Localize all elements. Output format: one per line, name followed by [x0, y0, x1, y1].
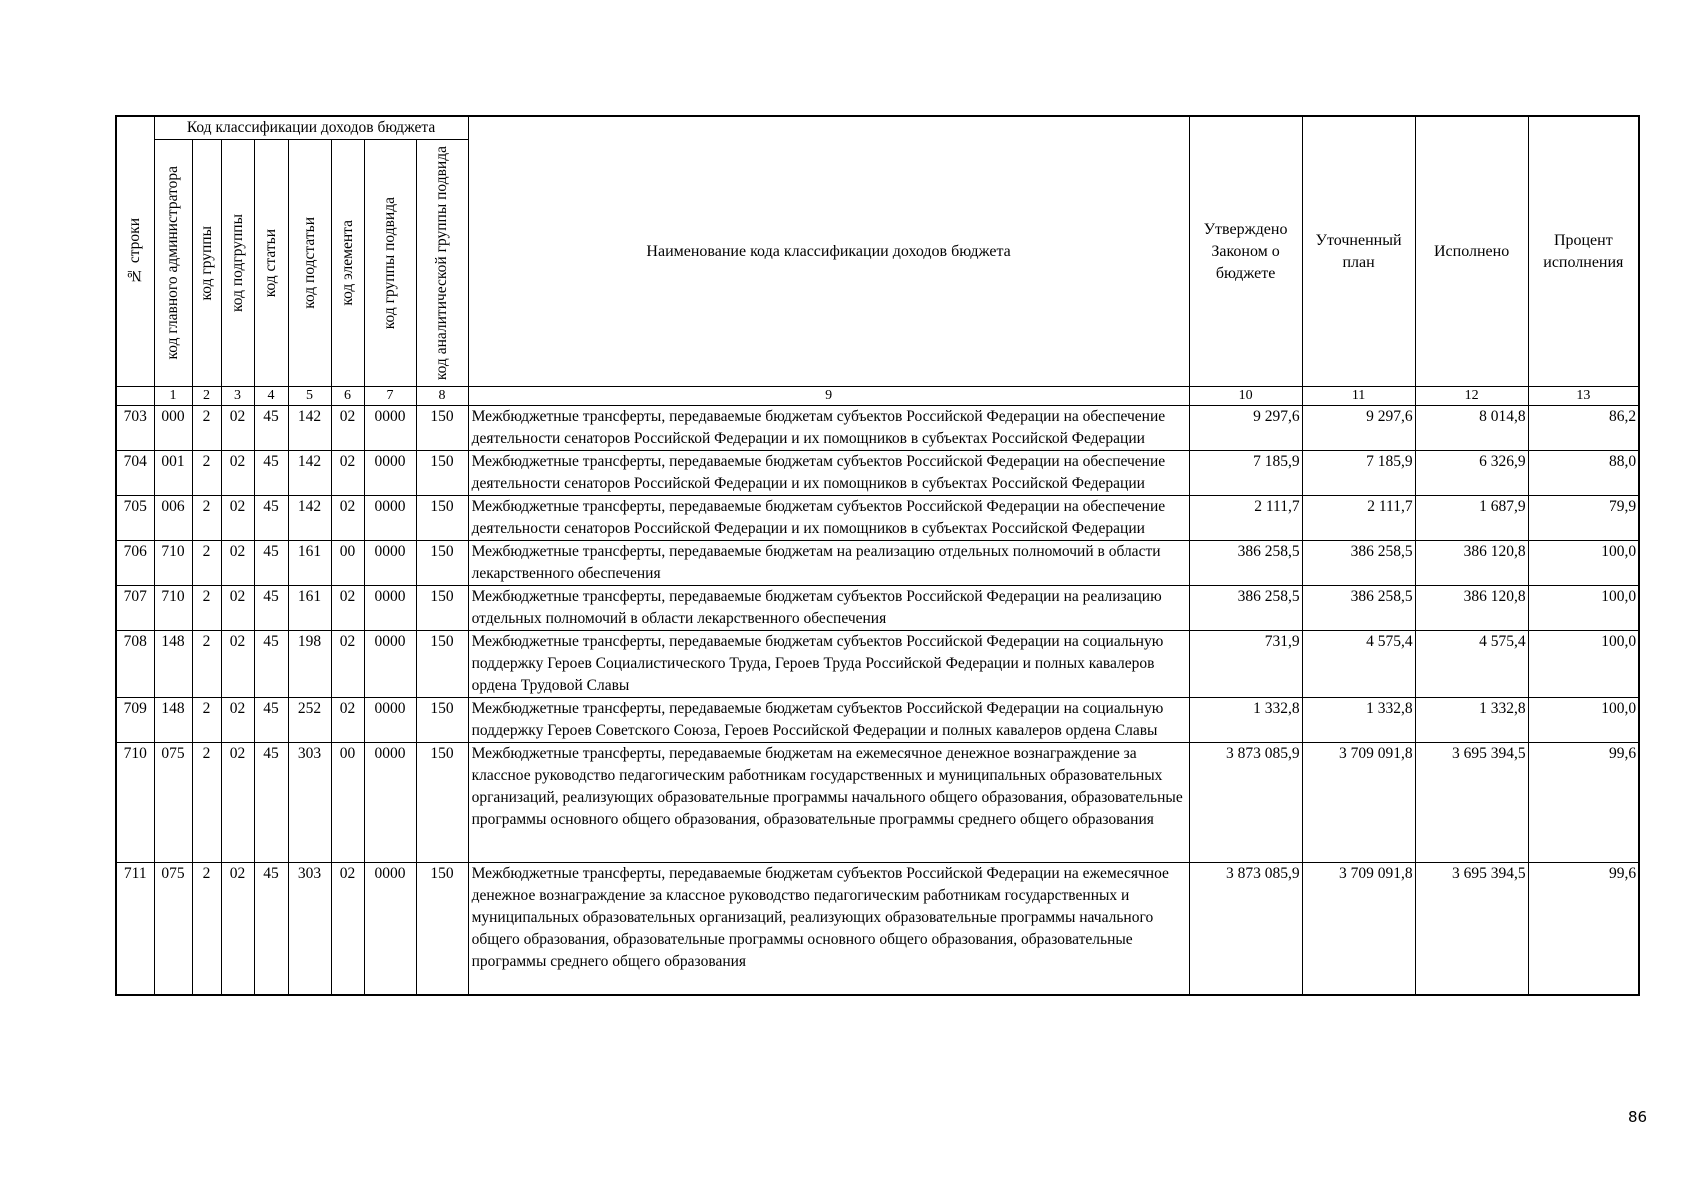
cell-refined: 3 709 091,8 [1302, 863, 1415, 995]
cell-subarticle-code: 303 [288, 743, 331, 863]
column-numbers-row [116, 387, 1639, 406]
cell-percent: 86,2 [1528, 406, 1639, 451]
cell-approved: 1 332,8 [1189, 698, 1302, 743]
cell-name: Межбюджетные трансферты, передаваемые бюджетам субъектов Российской Федерации на социальную поддержку Героев Советского Союза, Героев Российской Федерации и полных кавалеров ордена Славы [468, 698, 1189, 743]
cell-subarticle-code: 161 [288, 541, 331, 586]
cell-approved: 3 873 085,9 [1189, 863, 1302, 995]
cell-percent: 99,6 [1528, 743, 1639, 863]
cell-approved: 7 185,9 [1189, 451, 1302, 496]
cell-refined: 386 258,5 [1302, 541, 1415, 586]
cell-subarticle-code: 252 [288, 698, 331, 743]
cell-group-code: 2 [192, 743, 221, 863]
column-number: 1 [154, 387, 192, 406]
cell-admin-code: 710 [154, 541, 192, 586]
cell-subgroup-code: 02 [221, 863, 254, 995]
cell-row-no: 705 [116, 496, 154, 541]
cell-subarticle-code: 198 [288, 631, 331, 698]
cell-executed: 386 120,8 [1415, 586, 1528, 631]
cell-percent: 99,6 [1528, 863, 1639, 995]
cell-refined: 1 332,8 [1302, 698, 1415, 743]
cell-analytic-group-code: 150 [416, 586, 468, 631]
header-approved: Утверждено Законом о бюджете [1189, 116, 1302, 387]
cell-subgroup-code: 02 [221, 631, 254, 698]
cell-subarticle-code: 303 [288, 863, 331, 995]
cell-subgroup-code: 02 [221, 743, 254, 863]
cell-row-no: 703 [116, 406, 154, 451]
cell-executed: 386 120,8 [1415, 541, 1528, 586]
table-row [116, 631, 1639, 698]
table-row [116, 743, 1639, 863]
cell-percent: 88,0 [1528, 451, 1639, 496]
cell-approved: 386 258,5 [1189, 541, 1302, 586]
cell-executed: 1 332,8 [1415, 698, 1528, 743]
cell-name: Межбюджетные трансферты, передаваемые бюджетам субъектов Российской Федерации на обеспечение деятельности сенаторов Российской Федерации и их помощников в субъектах Российской Федерации [468, 406, 1189, 451]
cell-refined: 2 111,7 [1302, 496, 1415, 541]
cell-subtype-group-code: 0000 [364, 743, 416, 863]
cell-subtype-group-code: 0000 [364, 541, 416, 586]
cell-refined: 7 185,9 [1302, 451, 1415, 496]
header-subarticle-code: код подстатьи [288, 140, 331, 387]
table-row [116, 698, 1639, 743]
cell-article-code: 45 [254, 451, 288, 496]
column-number: 10 [1189, 387, 1302, 406]
cell-name: Межбюджетные трансферты, передаваемые бюджетам субъектов Российской Федерации на обеспечение деятельности сенаторов Российской Федерации и их помощников в субъектах Российской Федерации [468, 496, 1189, 541]
cell-analytic-group-code: 150 [416, 451, 468, 496]
cell-article-code: 45 [254, 496, 288, 541]
cell-admin-code: 075 [154, 863, 192, 995]
column-number: 12 [1415, 387, 1528, 406]
cell-row-no: 710 [116, 743, 154, 863]
cell-row-no: 709 [116, 698, 154, 743]
cell-admin-code: 000 [154, 406, 192, 451]
cell-refined: 9 297,6 [1302, 406, 1415, 451]
cell-subarticle-code: 142 [288, 496, 331, 541]
cell-refined: 4 575,4 [1302, 631, 1415, 698]
cell-admin-code: 075 [154, 743, 192, 863]
column-number: 13 [1528, 387, 1639, 406]
cell-article-code: 45 [254, 863, 288, 995]
cell-subtype-group-code: 0000 [364, 496, 416, 541]
cell-group-code: 2 [192, 586, 221, 631]
cell-element-code: 02 [331, 496, 364, 541]
cell-element-code: 02 [331, 863, 364, 995]
cell-admin-code: 710 [154, 586, 192, 631]
cell-group-code: 2 [192, 496, 221, 541]
cell-analytic-group-code: 150 [416, 496, 468, 541]
header-classification-group: Код классификации доходов бюджета [154, 116, 468, 140]
cell-approved: 386 258,5 [1189, 586, 1302, 631]
cell-subtype-group-code: 0000 [364, 586, 416, 631]
column-number: 8 [416, 387, 468, 406]
cell-name: Межбюджетные трансферты, передаваемые бюджетам на реализацию отдельных полномочий в области лекарственного обеспечения [468, 541, 1189, 586]
cell-analytic-group-code: 150 [416, 698, 468, 743]
cell-row-no: 708 [116, 631, 154, 698]
cell-percent: 100,0 [1528, 541, 1639, 586]
cell-executed: 1 687,9 [1415, 496, 1528, 541]
cell-executed: 4 575,4 [1415, 631, 1528, 698]
cell-article-code: 45 [254, 541, 288, 586]
cell-article-code: 45 [254, 631, 288, 698]
cell-executed: 6 326,9 [1415, 451, 1528, 496]
cell-percent: 79,9 [1528, 496, 1639, 541]
cell-admin-code: 001 [154, 451, 192, 496]
cell-analytic-group-code: 150 [416, 863, 468, 995]
cell-row-no: 704 [116, 451, 154, 496]
cell-admin-code: 148 [154, 631, 192, 698]
cell-element-code: 02 [331, 631, 364, 698]
cell-group-code: 2 [192, 631, 221, 698]
budget-revenue-table [115, 115, 1640, 996]
cell-subtype-group-code: 0000 [364, 631, 416, 698]
cell-subtype-group-code: 0000 [364, 698, 416, 743]
column-number: 9 [468, 387, 1189, 406]
cell-analytic-group-code: 150 [416, 631, 468, 698]
cell-approved: 3 873 085,9 [1189, 743, 1302, 863]
cell-group-code: 2 [192, 406, 221, 451]
cell-percent: 100,0 [1528, 698, 1639, 743]
header-group-code: код группы [192, 140, 221, 387]
cell-subgroup-code: 02 [221, 698, 254, 743]
cell-name: Межбюджетные трансферты, передаваемые бюджетам на ежемесячное денежное вознаграждение за классное руководство педагогическим работникам государственных и муниципальных образовательных организаций, реализующих образовательные программы начального общего образования, образовательные программы основного общего образования, образовательные программы среднего общего образования [468, 743, 1189, 863]
cell-subarticle-code: 161 [288, 586, 331, 631]
cell-approved: 9 297,6 [1189, 406, 1302, 451]
cell-executed: 3 695 394,5 [1415, 863, 1528, 995]
cell-element-code: 00 [331, 743, 364, 863]
header-executed: Исполнено [1415, 116, 1528, 387]
header-admin-code: код главного администратора [154, 140, 192, 387]
cell-group-code: 2 [192, 451, 221, 496]
cell-group-code: 2 [192, 863, 221, 995]
cell-subgroup-code: 02 [221, 406, 254, 451]
cell-element-code: 02 [331, 406, 364, 451]
cell-row-no: 711 [116, 863, 154, 995]
column-number: 2 [192, 387, 221, 406]
table-row [116, 496, 1639, 541]
column-number: 6 [331, 387, 364, 406]
header-subtype-group-code: код группы подвида [364, 140, 416, 387]
cell-subgroup-code: 02 [221, 541, 254, 586]
column-number: 3 [221, 387, 254, 406]
header-name: Наименование кода классификации доходов бюджета [468, 116, 1189, 387]
cell-approved: 2 111,7 [1189, 496, 1302, 541]
cell-subgroup-code: 02 [221, 496, 254, 541]
cell-article-code: 45 [254, 743, 288, 863]
column-number: 4 [254, 387, 288, 406]
budget-revenue-table-sheet [115, 115, 1638, 996]
cell-refined: 3 709 091,8 [1302, 743, 1415, 863]
table-row [116, 541, 1639, 586]
cell-executed: 3 695 394,5 [1415, 743, 1528, 863]
cell-element-code: 02 [331, 451, 364, 496]
page-number: 86 [1628, 1108, 1648, 1126]
cell-article-code: 45 [254, 698, 288, 743]
cell-name: Межбюджетные трансферты, передаваемые бюджетам субъектов Российской Федерации на социальную поддержку Героев Социалистического Труда, Героев Труда Российской Федерации и полных кавалеров ордена Трудовой Славы [468, 631, 1189, 698]
cell-article-code: 45 [254, 586, 288, 631]
cell-percent: 100,0 [1528, 631, 1639, 698]
header-article-code: код статьи [254, 140, 288, 387]
cell-admin-code: 148 [154, 698, 192, 743]
header-subgroup-code: код подгруппы [221, 140, 254, 387]
cell-approved: 731,9 [1189, 631, 1302, 698]
header-element-code: код элемента [331, 140, 364, 387]
cell-analytic-group-code: 150 [416, 743, 468, 863]
cell-subtype-group-code: 0000 [364, 451, 416, 496]
table-row [116, 406, 1639, 451]
header-analytic-group-code: код аналитической группы подвида [416, 140, 468, 387]
cell-executed: 8 014,8 [1415, 406, 1528, 451]
cell-element-code: 00 [331, 541, 364, 586]
cell-article-code: 45 [254, 406, 288, 451]
column-number [116, 387, 154, 406]
cell-group-code: 2 [192, 541, 221, 586]
cell-admin-code: 006 [154, 496, 192, 541]
cell-analytic-group-code: 150 [416, 541, 468, 586]
cell-name: Межбюджетные трансферты, передаваемые бюджетам субъектов Российской Федерации на реализацию отдельных полномочий в области лекарственного обеспечения [468, 586, 1189, 631]
cell-subgroup-code: 02 [221, 586, 254, 631]
cell-percent: 100,0 [1528, 586, 1639, 631]
header-row-no: № строки [116, 116, 154, 387]
cell-analytic-group-code: 150 [416, 406, 468, 451]
cell-name: Межбюджетные трансферты, передаваемые бюджетам субъектов Российской Федерации на ежемесячное денежное вознаграждение за классное руководство педагогическим работникам государственных и муниципальных образовательных организаций, реализующих образовательные программы начального общего образования, образовательные программы основного общего образования, образовательные программы среднего общего образования [468, 863, 1189, 995]
cell-refined: 386 258,5 [1302, 586, 1415, 631]
cell-subarticle-code: 142 [288, 406, 331, 451]
header-refined: Уточненный план [1302, 116, 1415, 387]
cell-row-no: 706 [116, 541, 154, 586]
cell-subgroup-code: 02 [221, 451, 254, 496]
table-row [116, 863, 1639, 995]
cell-row-no: 707 [116, 586, 154, 631]
column-number: 7 [364, 387, 416, 406]
header-percent: Процент исполнения [1528, 116, 1639, 387]
cell-subarticle-code: 142 [288, 451, 331, 496]
table-row [116, 451, 1639, 496]
cell-subtype-group-code: 0000 [364, 406, 416, 451]
cell-element-code: 02 [331, 698, 364, 743]
table-row [116, 586, 1639, 631]
column-number: 11 [1302, 387, 1415, 406]
cell-group-code: 2 [192, 698, 221, 743]
cell-name: Межбюджетные трансферты, передаваемые бюджетам субъектов Российской Федерации на обеспечение деятельности сенаторов Российской Федерации и их помощников в субъектах Российской Федерации [468, 451, 1189, 496]
cell-subtype-group-code: 0000 [364, 863, 416, 995]
column-number: 5 [288, 387, 331, 406]
cell-element-code: 02 [331, 586, 364, 631]
